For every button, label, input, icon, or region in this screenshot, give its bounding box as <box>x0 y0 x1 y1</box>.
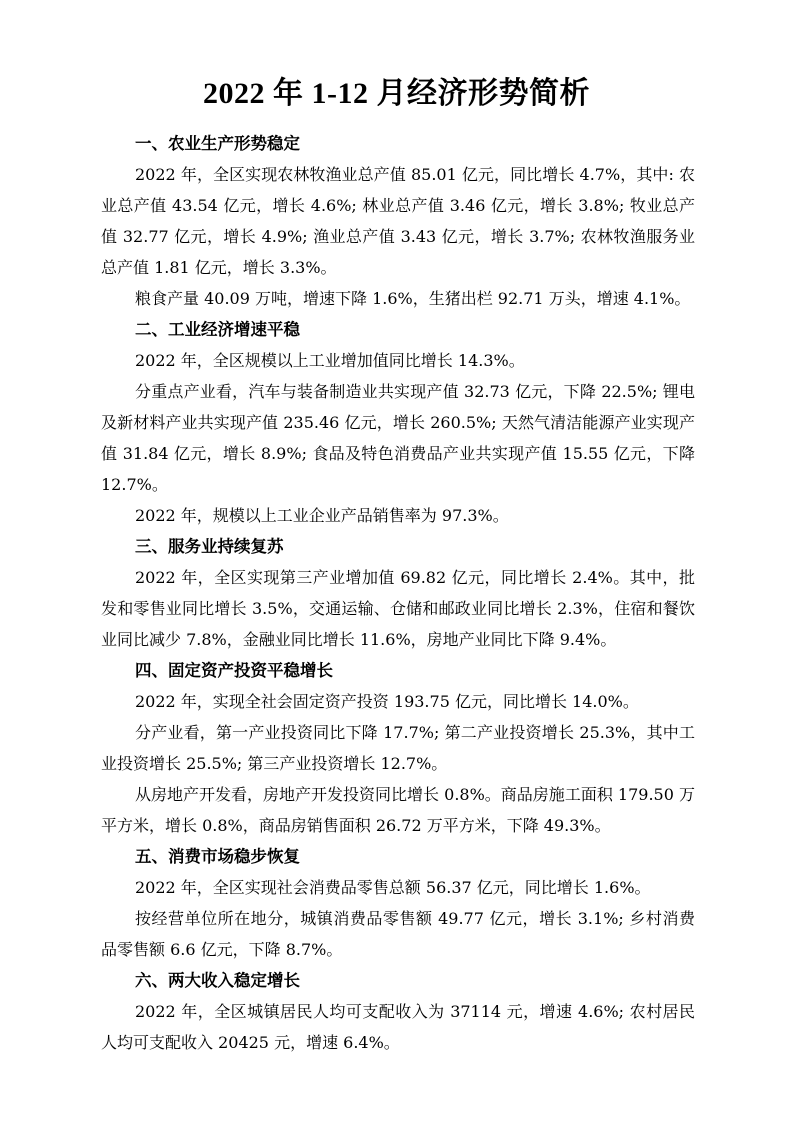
section-fixed-investment <box>101 655 695 841</box>
section-heading: 五、消费市场稳步恢复 <box>135 847 300 866</box>
section-heading: 四、固定资产投资平稳增长 <box>135 661 333 680</box>
section-consumption <box>101 841 695 965</box>
paragraph: 分产业看，第一产业投资同比下降 17.7%; 第二产业投资增长 25.3%，其中工业投资增长 25.5%; 第三产业投资增长 12.7%。 <box>101 723 695 773</box>
paragraph: 2022 年，全区规模以上工业增加值同比增长 14.3%。 <box>135 351 525 370</box>
paragraph: 分重点产业看，汽车与装备制造业共实现产值 32.73 亿元，下降 22.5%; 锂电及新材料产业共实现产值 235.46 亿元，增长 260.5%; 天然气清洁能源产业实现产值 31.84 亿元，增长 8.9%; 食品及特色消费品产业共实现产值 15.55 亿元，下降 12.7%。 <box>101 382 695 494</box>
paragraph: 2022 年，规模以上工业企业产品销售率为 97.3%。 <box>135 506 509 525</box>
paragraph: 2022 年，全区实现第三产业增加值 69.82 亿元，同比增长 2.4%。其中，批发和零售业同比增长 3.5%，交通运输、仓储和邮政业同比增长 2.3%，住宿和餐饮业同比减少 7.8%，金融业同比增长 11.6%，房地产业同比下降 9.4%。 <box>101 568 695 649</box>
section-services <box>101 531 695 655</box>
paragraph: 从房地产开发看，房地产开发投资同比增长 0.8%。商品房施工面积 179.50 万平方米，增长 0.8%，商品房销售面积 26.72 万平方米，下降 49.3%。 <box>101 785 695 835</box>
section-heading: 三、服务业持续复苏 <box>135 537 284 556</box>
document-body <box>101 128 695 1058</box>
paragraph: 2022 年，全区城镇居民人均可支配收入为 37114 元，增速 4.6%; 农村居民人均可支配收入 20425 元，增速 6.4%。 <box>101 1002 695 1052</box>
section-heading: 二、工业经济增速平稳 <box>135 320 300 339</box>
paragraph: 粮食产量 40.09 万吨，增速下降 1.6%，生猪出栏 92.71 万头，增速 4.1%。 <box>135 289 691 308</box>
paragraph: 2022 年，全区实现农林牧渔业总产值 85.01 亿元，同比增长 4.7%，其中: 农业总产值 43.54 亿元，增长 4.6%; 林业总产值 3.46 亿元，增长 3.8%; 牧业总产值 32.77 亿元，增长 4.9%; 渔业总产值 3.43 亿元，增长 3.7%; 农林牧渔服务业总产值 1.81 亿元，增长 3.3%。 <box>101 165 695 277</box>
section-heading: 六、两大收入稳定增长 <box>135 971 300 990</box>
section-income <box>101 965 695 1058</box>
section-heading: 一、农业生产形势稳定 <box>135 134 300 153</box>
section-industry <box>101 314 695 531</box>
paragraph: 按经营单位所在地分，城镇消费品零售额 49.77 亿元，增长 3.1%; 乡村消费品零售额 6.6 亿元，下降 8.7%。 <box>101 909 695 959</box>
paragraph: 2022 年，实现全社会固定资产投资 193.75 亿元，同比增长 14.0%。 <box>135 692 639 711</box>
paragraph: 2022 年，全区实现社会消费品零售总额 56.37 亿元，同比增长 1.6%。 <box>135 878 651 897</box>
section-agriculture <box>101 128 695 314</box>
document-title: 2022 年 1-12 月经济形势简析 <box>203 77 590 110</box>
